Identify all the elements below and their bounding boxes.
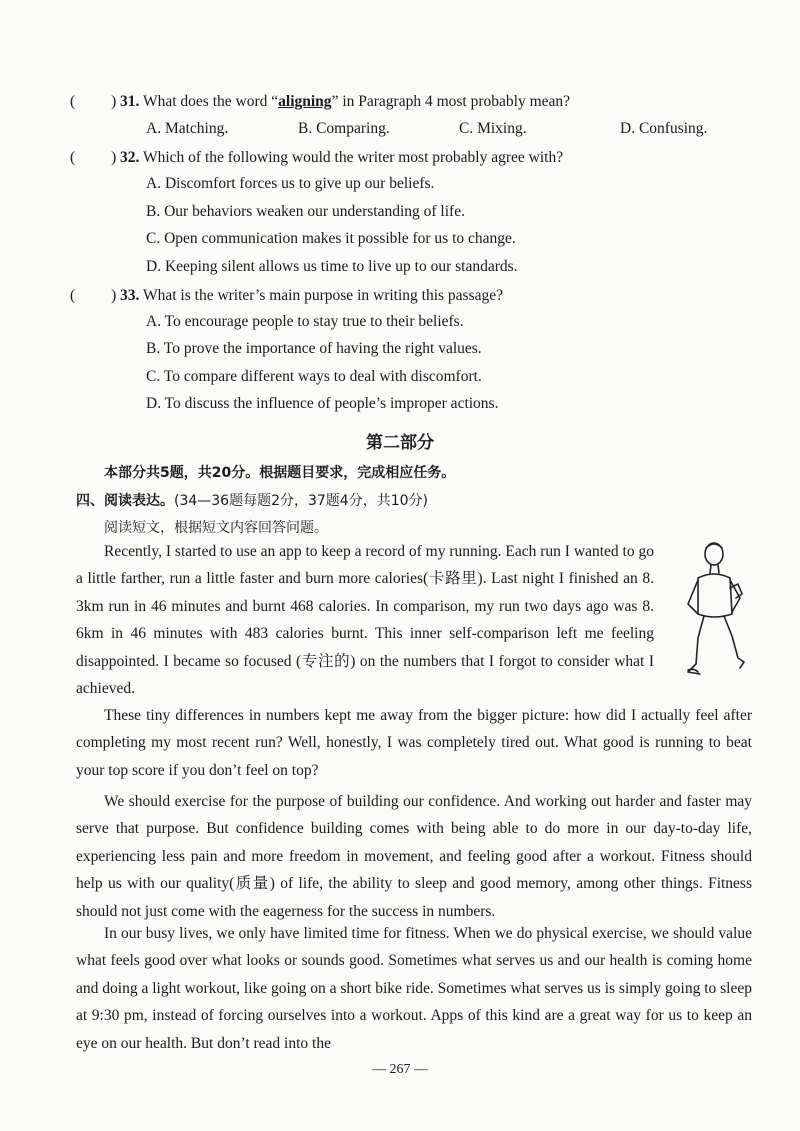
part-heading: 四、阅读表达。(34—36题每题2分，37题4分，共10分) bbox=[76, 493, 428, 509]
option-a[interactable]: A. Discomfort forces us to give up our beliefs. bbox=[146, 175, 435, 192]
option-d[interactable]: D. Keeping silent allows us time to live up to our standards. bbox=[146, 258, 518, 275]
reading-instruction: 阅读短文，根据短文内容回答问题。 bbox=[104, 520, 328, 536]
keyword: aligning bbox=[278, 93, 332, 110]
option-c[interactable]: C. To compare different ways to deal with discomfort. bbox=[146, 368, 482, 385]
answer-bracket[interactable]: ( ) bbox=[70, 93, 117, 110]
section-intro: 本部分共5题，共20分。根据题目要求，完成相应任务。 bbox=[104, 465, 456, 481]
option-c[interactable]: C. Open communication makes it possible for us to change. bbox=[146, 230, 516, 247]
option-b[interactable]: B. To prove the importance of having the right values. bbox=[146, 340, 482, 357]
passage-paragraph-4: In our busy lives, we only have limited time for fitness. When we do physical exercise, we should value what feels good over what looks or sounds good. Sometimes what serves us and our health is coming home and doing a light workout, like going on a short bike ride. Sometimes what serves us is simply going to sleep at 9:30 pm, instead of forcing ourselves into a workout. Apps of this kind are a great way for us to keep an eye on our health. But don’t read into the bbox=[76, 925, 752, 1052]
passage-paragraph-3: We should exercise for the purpose of building our confidence. And working out harder and faster may serve that purpose. But confidence building comes with being able to do more in our day-to-day life, experiencing less pain and more freedom in movement, and feeling good after a workout. Fitness should help us with our quality(质量) of life, the ability to sleep and good memory, among other things. Fitness should not just come with the eagerness for the success in numbers. bbox=[76, 793, 752, 920]
question-number: 33. bbox=[120, 287, 140, 304]
question-text: 31. What does the word “aligning” in Paragraph 4 most probably mean? bbox=[120, 93, 571, 110]
question-number: 32. bbox=[120, 149, 140, 166]
passage-paragraph-1: Recently, I started to use an app to keep a record of my running. Each run I wanted to go a little farther, run a little faster and burn more calories(卡路里). Last night I finished an 8. 3km run in 46 minutes and burnt 468 calories. In comparison, my run two days ago was 8. 6km in 46 minutes with 483 calories burnt. This inner self-comparison left me feeling disappointed. I became so focused (专注的) on the numbers that I forgot to consider what I achieved. bbox=[76, 543, 654, 698]
question-text: 32. Which of the following would the writer most probably agree with? bbox=[120, 149, 564, 166]
passage-paragraph-2: These tiny differences in numbers kept me away from the bigger picture: how did I actually feel after completing my most recent run? Well, honestly, I was completely tired out. What good is running to beat your top score if you don’t feel on top? bbox=[76, 707, 752, 779]
runner-icon bbox=[684, 538, 746, 686]
option-d[interactable]: D. To discuss the influence of people’s improper actions. bbox=[146, 395, 499, 412]
option-b[interactable]: B. Comparing. bbox=[298, 120, 390, 137]
option-b[interactable]: B. Our behaviors weaken our understanding of life. bbox=[146, 203, 465, 220]
option-c[interactable]: C. Mixing. bbox=[459, 120, 527, 137]
page-number: — 267 — bbox=[372, 1062, 428, 1077]
answer-bracket[interactable]: ( ) bbox=[70, 149, 117, 166]
option-d[interactable]: D. Confusing. bbox=[620, 120, 708, 137]
runner-illustration bbox=[684, 538, 746, 686]
option-a[interactable]: A. Matching. bbox=[146, 120, 229, 137]
question-number: 31. bbox=[120, 93, 140, 110]
answer-bracket[interactable]: ( ) bbox=[70, 287, 117, 304]
option-a[interactable]: A. To encourage people to stay true to their beliefs. bbox=[146, 313, 464, 330]
section-title: 第二部分 bbox=[366, 433, 434, 453]
question-text: 33. What is the writer’s main purpose in writing this passage? bbox=[120, 287, 503, 304]
